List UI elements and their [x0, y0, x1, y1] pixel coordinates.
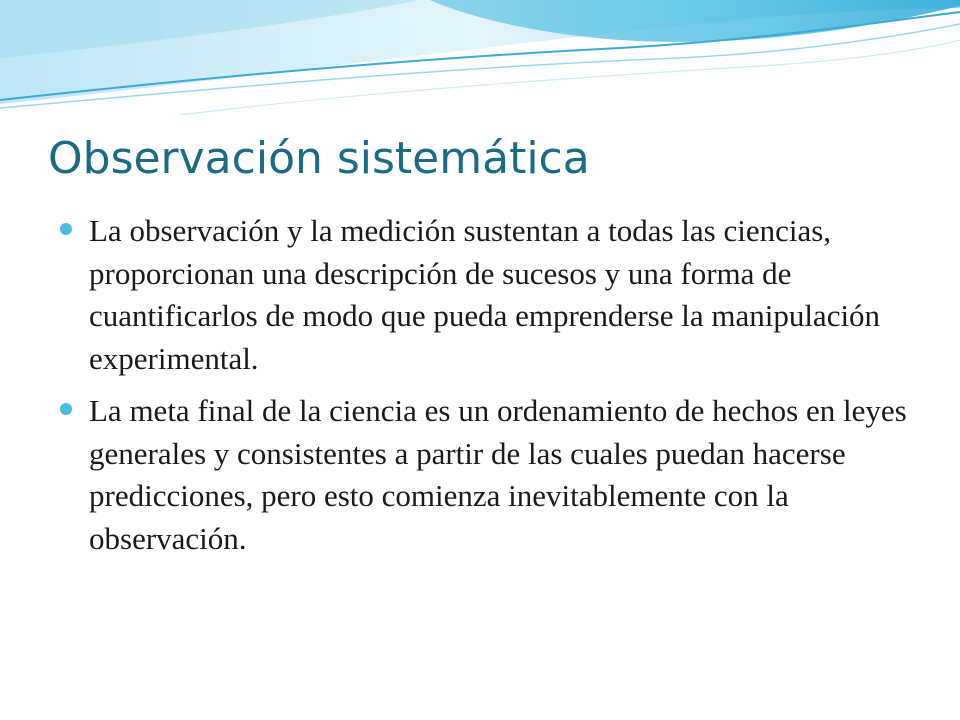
decorative-wave-banner	[0, 0, 960, 115]
bullet-text: La meta final de la ciencia es un ordenamiento de hechos en leyes generales y consistentes a partir de las cuales puedan hacerse predicciones, pero esto comienza inevitablemente con la observación.	[89, 393, 907, 556]
slide-title: Observación sistemática	[48, 133, 590, 184]
bullet-dot-icon	[60, 403, 72, 415]
bullet-item	[60, 210, 910, 380]
bullet-list	[60, 210, 910, 570]
bullet-text: La observación y la medición sustentan a todas las ciencias, proporcionan una descripción de sucesos y una forma de cuantificarlos de modo que pueda emprenderse la manipulación experimental.	[89, 213, 881, 376]
bullet-dot-icon	[60, 223, 72, 235]
bullet-item	[60, 390, 910, 560]
